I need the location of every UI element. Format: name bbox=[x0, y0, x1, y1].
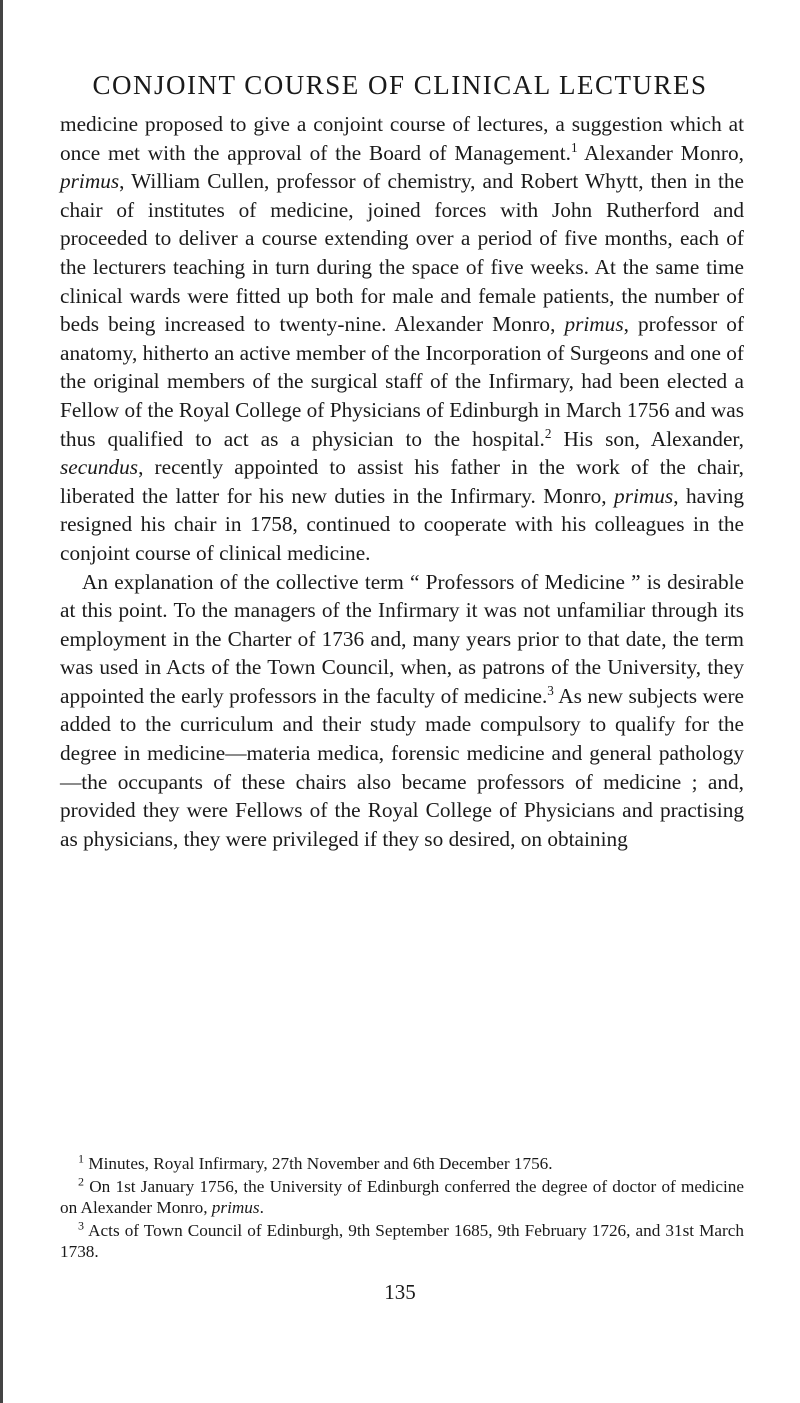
text-run: medicine proposed to give a conjoint course of lectures, a suggestion which at once met with the approval of the Board of Management. bbox=[60, 112, 744, 165]
text-run: Alexander Monro, bbox=[577, 140, 744, 165]
footnote-text: On 1st January 1756, the University of Edinburgh conferred the degree of doctor of medicine on Alexander Monro, bbox=[60, 1176, 744, 1217]
footnotes bbox=[60, 1153, 744, 1264]
footnote-ref: 1 bbox=[570, 139, 578, 155]
italic-term: primus bbox=[211, 1198, 260, 1217]
text-run: As new subjects were added to the curriculum and their study made compulsory to qualify for the degree in medicine—materia medica, forensic medicine and general pathology—the occupants of these chairs also became professors of medicine ; and, provided they were Fellows of the Royal College of Physicians and practising as physicians, they were privileged if they so desired, on obtaining bbox=[60, 683, 744, 851]
text-run: , recently appointed to assist his father in the work of the chair, liberated the latter for his new duties in the Infirmary. Monro, bbox=[60, 455, 744, 508]
text-run: , professor of anatomy, hitherto an active member of the Incorporation of Surgeons and one of the original members of the surgical staff of the Infirmary, had been elected a Fellow of the Royal College of Physicians of Edinburgh in March 1756 and was thus qualified to act as a physician to the hospital. bbox=[60, 312, 744, 451]
binding-edge bbox=[0, 0, 3, 1403]
footnote-mark: 3 bbox=[78, 1217, 85, 1232]
footnote-ref: 3 bbox=[547, 682, 554, 698]
paragraph bbox=[60, 568, 744, 854]
text-run: His son, Alexander, bbox=[551, 426, 744, 451]
footnote-mark: 2 bbox=[78, 1173, 85, 1188]
paragraph bbox=[60, 110, 744, 568]
italic-term: secundus bbox=[60, 455, 139, 480]
italic-term: primus bbox=[60, 169, 120, 194]
footnote bbox=[60, 1173, 744, 1219]
page-number: 135 bbox=[384, 1280, 416, 1304]
body-text bbox=[60, 110, 744, 853]
italic-term: primus bbox=[614, 483, 674, 508]
running-head: CONJOINT COURSE OF CLINICAL LECTURES bbox=[92, 70, 708, 100]
footnote-text: Minutes, Royal Infirmary, 27th November and 6th December 1756. bbox=[84, 1154, 553, 1173]
italic-term: primus bbox=[564, 312, 624, 337]
text-run: , William Cullen, professor of chemistry, and Robert Whytt, then in the chair of institutes of medicine, joined forces with John Rutherford and proceeded to deliver a course extending over a period of five months, each of the lecturers teaching in turn during the space of five weeks. At the same time clinical wards were fitted up both for male and female patients, the number of beds being increased to twenty-nine. Alexander Monro, bbox=[60, 169, 744, 337]
footnote-text: Acts of Town Council of Edinburgh, 9th September 1685, 9th February 1726, and 31st March 1738. bbox=[60, 1220, 744, 1261]
footnote bbox=[60, 1153, 744, 1175]
footnote-ref: 2 bbox=[544, 425, 552, 441]
text-run: , having resigned his chair in 1758, continued to cooperate with his colleagues in the conjoint course of clinical medicine. bbox=[60, 483, 744, 565]
footnote-mark: 1 bbox=[78, 1151, 85, 1166]
text-run: An explanation of the collective term “ Professors of Medicine ” is desirable at this point. To the managers of the Infirmary it was not unfamiliar through its employment in the Charter of 1736 and, many years prior to that date, the term was used in Acts of the Town Council, when, as patrons of the University, they appointed the early professors in the faculty of medicine. bbox=[60, 569, 744, 708]
footnote-text: . bbox=[259, 1198, 264, 1217]
footnote bbox=[60, 1217, 744, 1263]
